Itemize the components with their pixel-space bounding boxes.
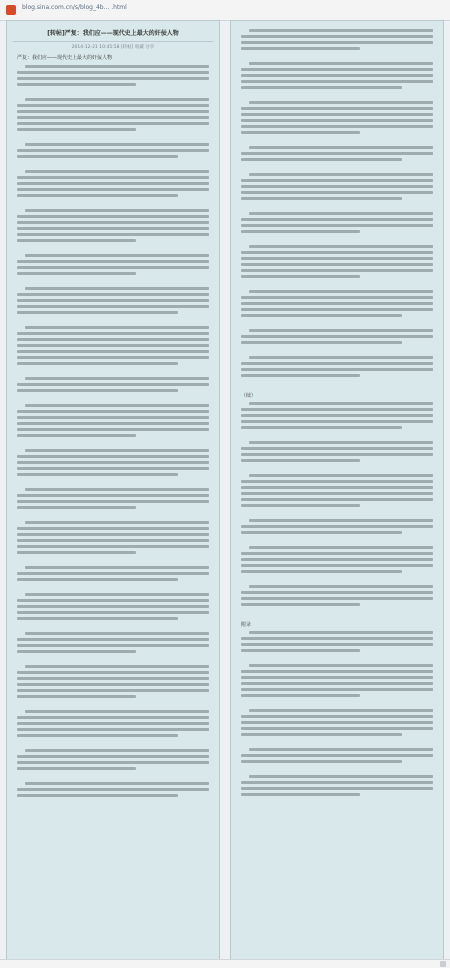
paragraph-gap xyxy=(241,799,433,805)
text-line xyxy=(17,494,209,497)
text-line xyxy=(17,155,178,158)
text-line xyxy=(17,650,136,653)
text-line xyxy=(17,71,209,74)
text-line xyxy=(241,564,433,567)
text-line xyxy=(241,525,433,528)
text-line xyxy=(241,408,433,411)
text-line xyxy=(241,185,433,188)
text-line xyxy=(241,447,433,450)
text-line xyxy=(17,266,209,269)
text-line xyxy=(241,179,433,182)
text-line xyxy=(249,356,433,359)
paragraph-gap xyxy=(17,656,209,662)
text-line xyxy=(17,728,209,731)
paragraph-gap xyxy=(17,278,209,284)
text-line xyxy=(249,474,433,477)
text-line xyxy=(17,767,136,770)
text-line xyxy=(17,311,178,314)
text-line xyxy=(25,566,209,569)
text-line xyxy=(17,416,209,419)
text-line xyxy=(25,254,209,257)
text-line xyxy=(249,146,433,149)
paragraph-gap xyxy=(241,137,433,143)
scroll-button[interactable] xyxy=(440,961,446,967)
text-line xyxy=(25,782,209,785)
paragraph-gap xyxy=(17,134,209,140)
text-line xyxy=(17,260,209,263)
text-line xyxy=(241,308,433,311)
text-line xyxy=(25,209,209,212)
text-line xyxy=(249,519,433,522)
text-line xyxy=(17,239,136,242)
text-line xyxy=(25,665,209,668)
text-line xyxy=(241,152,433,155)
text-line xyxy=(241,125,433,128)
text-line xyxy=(241,498,433,501)
paragraph-gap xyxy=(17,440,209,446)
text-line xyxy=(17,689,209,692)
text-line xyxy=(17,644,209,647)
text-line xyxy=(241,420,433,423)
article-subtitle: 严复：我们应——现代史上最大的奸佞人物 xyxy=(17,55,113,61)
text-line xyxy=(17,467,209,470)
paragraph-gap xyxy=(241,609,433,615)
text-line xyxy=(17,221,209,224)
text-line xyxy=(17,599,209,602)
text-line xyxy=(17,116,209,119)
text-line xyxy=(17,551,136,554)
paragraph-gap xyxy=(17,740,209,746)
text-line xyxy=(17,110,209,113)
text-line xyxy=(241,558,433,561)
article-meta: 2014-12-21 10:45:58 [转帖] 收藏 分享 xyxy=(71,45,155,50)
article-title: [转帖]严复：我们应——现代史上最大的奸佞人物 xyxy=(47,30,179,37)
paragraph-gap xyxy=(17,89,209,95)
text-line xyxy=(17,305,209,308)
site-logo-icon[interactable] xyxy=(6,5,16,15)
text-line xyxy=(241,715,433,718)
text-line xyxy=(17,182,209,185)
text-line xyxy=(241,368,433,371)
text-line xyxy=(241,787,433,790)
paragraph-gap xyxy=(17,623,209,629)
article-body-right xyxy=(241,29,433,805)
paragraph-gap xyxy=(241,739,433,745)
text-line xyxy=(241,41,433,44)
text-line xyxy=(241,257,433,260)
text-line xyxy=(241,781,433,784)
paragraph-gap xyxy=(17,317,209,323)
paragraph-gap xyxy=(241,465,433,471)
text-line xyxy=(17,671,209,674)
text-line xyxy=(241,793,360,796)
text-line xyxy=(249,775,433,778)
paragraph-gap xyxy=(241,53,433,59)
text-line xyxy=(249,29,433,32)
text-line xyxy=(17,539,209,542)
url-text[interactable]: blog.sina.com.cn/s/blog_4b... .html xyxy=(22,4,127,11)
paragraph-gap xyxy=(241,510,433,516)
text-line xyxy=(17,272,136,275)
text-line xyxy=(241,649,360,652)
text-line xyxy=(241,453,433,456)
text-line xyxy=(17,527,209,530)
text-line xyxy=(17,545,209,548)
text-line xyxy=(17,299,209,302)
paragraph-gap xyxy=(241,655,433,661)
text-line xyxy=(17,473,178,476)
paragraph-gap xyxy=(17,245,209,251)
text-line xyxy=(17,383,209,386)
text-line xyxy=(25,326,209,329)
text-line xyxy=(241,314,402,317)
text-line xyxy=(17,722,209,725)
text-line xyxy=(17,122,209,125)
text-line xyxy=(17,794,178,797)
text-line xyxy=(241,35,433,38)
text-line xyxy=(249,585,433,588)
text-line xyxy=(241,362,433,365)
text-line xyxy=(17,410,209,413)
text-line xyxy=(241,68,433,71)
text-line xyxy=(241,694,360,697)
text-line xyxy=(241,480,433,483)
text-line xyxy=(17,128,136,131)
text-line xyxy=(241,682,433,685)
text-line xyxy=(25,287,209,290)
text-line xyxy=(17,356,209,359)
text-line xyxy=(241,302,433,305)
text-line xyxy=(17,227,209,230)
article-title-bar xyxy=(13,27,213,42)
text-line xyxy=(249,441,433,444)
text-line xyxy=(241,251,433,254)
text-line xyxy=(241,459,360,462)
article-body-left xyxy=(17,65,209,806)
text-line xyxy=(17,761,209,764)
text-line xyxy=(17,683,209,686)
text-line xyxy=(241,47,360,50)
text-line xyxy=(17,215,209,218)
text-line xyxy=(241,733,402,736)
text-line xyxy=(17,578,178,581)
text-line xyxy=(241,269,433,272)
paragraph-gap xyxy=(17,512,209,518)
paragraph-gap xyxy=(241,347,433,353)
text-line xyxy=(241,486,433,489)
paragraph-gap xyxy=(17,161,209,167)
text-line xyxy=(17,188,209,191)
text-line xyxy=(241,603,360,606)
article-column-right xyxy=(230,20,444,960)
text-line xyxy=(17,755,209,758)
text-line xyxy=(241,597,433,600)
text-line xyxy=(17,338,209,341)
text-line xyxy=(17,572,209,575)
paragraph-gap xyxy=(241,92,433,98)
text-line xyxy=(17,344,209,347)
section-label: 附录 xyxy=(241,622,252,628)
text-line xyxy=(17,176,209,179)
bottom-bar xyxy=(0,959,450,968)
text-line xyxy=(241,492,433,495)
text-line xyxy=(17,461,209,464)
text-line xyxy=(241,113,433,116)
paragraph-gap xyxy=(241,320,433,326)
paragraph-gap xyxy=(17,800,209,806)
text-line xyxy=(241,197,402,200)
text-line xyxy=(17,422,209,425)
text-line xyxy=(17,533,209,536)
article-column-left xyxy=(6,20,220,960)
text-line xyxy=(25,449,209,452)
text-line xyxy=(17,149,209,152)
text-line xyxy=(25,521,209,524)
text-line xyxy=(25,749,209,752)
paragraph-gap xyxy=(241,576,433,582)
paragraph-gap xyxy=(17,368,209,374)
text-line xyxy=(241,504,360,507)
text-line xyxy=(249,212,433,215)
text-line xyxy=(249,245,433,248)
text-line xyxy=(249,329,433,332)
paragraph-gap xyxy=(241,203,433,209)
text-line xyxy=(249,402,433,405)
text-line xyxy=(241,275,360,278)
text-line xyxy=(17,500,209,503)
text-line xyxy=(17,77,209,80)
text-line xyxy=(25,593,209,596)
text-line xyxy=(17,428,209,431)
text-line xyxy=(249,290,433,293)
text-line xyxy=(241,263,433,266)
text-line xyxy=(17,506,136,509)
text-line xyxy=(241,74,433,77)
text-line xyxy=(17,104,209,107)
paragraph-gap xyxy=(241,700,433,706)
text-line xyxy=(241,158,402,161)
text-line xyxy=(241,643,433,646)
text-line xyxy=(249,62,433,65)
paragraph-gap xyxy=(17,200,209,206)
text-line xyxy=(25,170,209,173)
text-line xyxy=(17,362,178,365)
text-line xyxy=(17,83,136,86)
text-line xyxy=(25,377,209,380)
text-line xyxy=(249,101,433,104)
text-line xyxy=(17,194,178,197)
text-line xyxy=(241,531,402,534)
text-line xyxy=(241,224,433,227)
paragraph-gap xyxy=(241,537,433,543)
browser-top-bar xyxy=(0,0,450,21)
text-line xyxy=(25,710,209,713)
text-line xyxy=(241,335,433,338)
text-line xyxy=(241,230,360,233)
text-line xyxy=(241,86,402,89)
text-line xyxy=(241,218,433,221)
text-line xyxy=(25,488,209,491)
text-line xyxy=(17,695,136,698)
text-line xyxy=(241,296,433,299)
text-line xyxy=(17,788,209,791)
paragraph-gap xyxy=(241,766,433,772)
text-line xyxy=(17,293,209,296)
text-line xyxy=(17,233,209,236)
section-label: （续） xyxy=(241,393,257,399)
text-line xyxy=(25,632,209,635)
text-line xyxy=(241,754,433,757)
text-line xyxy=(249,173,433,176)
text-line xyxy=(17,455,209,458)
paragraph-gap xyxy=(17,584,209,590)
text-line xyxy=(17,350,209,353)
paragraph-gap xyxy=(241,236,433,242)
text-line xyxy=(249,664,433,667)
text-line xyxy=(241,426,402,429)
text-line xyxy=(17,605,209,608)
text-line xyxy=(17,677,209,680)
text-line xyxy=(25,404,209,407)
text-line xyxy=(25,65,209,68)
text-line xyxy=(241,727,433,730)
paragraph-gap xyxy=(17,701,209,707)
paragraph-gap xyxy=(241,281,433,287)
text-line xyxy=(241,414,433,417)
text-line xyxy=(17,638,209,641)
text-line xyxy=(17,734,178,737)
paragraph-gap xyxy=(17,479,209,485)
text-line xyxy=(17,332,209,335)
text-line xyxy=(17,716,209,719)
text-line xyxy=(241,637,433,640)
paragraph-gap xyxy=(241,380,433,386)
text-line xyxy=(241,107,433,110)
text-line xyxy=(25,98,209,101)
text-line xyxy=(241,552,433,555)
paragraph-gap xyxy=(17,395,209,401)
text-line xyxy=(241,570,402,573)
text-line xyxy=(241,760,402,763)
text-line xyxy=(241,374,360,377)
text-line xyxy=(249,631,433,634)
paragraph-gap xyxy=(241,432,433,438)
text-line xyxy=(17,617,178,620)
text-line xyxy=(249,709,433,712)
text-line xyxy=(241,341,402,344)
text-line xyxy=(17,611,209,614)
paragraph-gap xyxy=(17,557,209,563)
text-line xyxy=(241,119,433,122)
text-line xyxy=(17,434,136,437)
text-line xyxy=(249,748,433,751)
text-line xyxy=(241,676,433,679)
text-line xyxy=(241,80,433,83)
text-line xyxy=(249,546,433,549)
text-line xyxy=(241,591,433,594)
text-line xyxy=(25,143,209,146)
text-line xyxy=(17,389,178,392)
paragraph-gap xyxy=(17,773,209,779)
text-line xyxy=(241,131,360,134)
text-line xyxy=(241,670,433,673)
text-line xyxy=(241,721,433,724)
paragraph-gap xyxy=(241,164,433,170)
text-line xyxy=(241,688,433,691)
text-line xyxy=(241,191,433,194)
